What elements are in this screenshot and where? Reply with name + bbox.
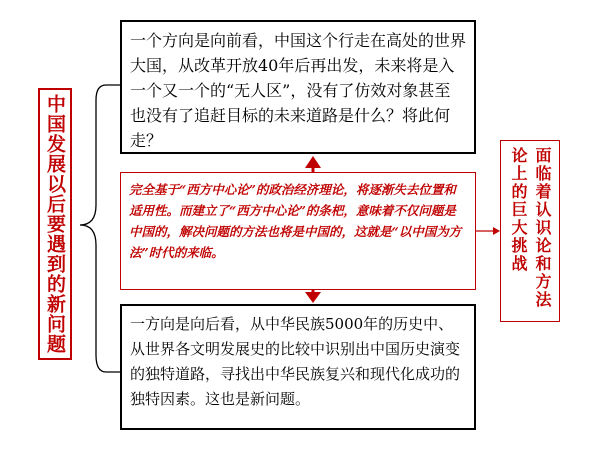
- western-centrism-text: 完全基于“西方中心论”的政治经济理论，将逐渐失去位置和适用性。而建立了“西方中心论”的条杷，意味着不仅问题是中国的，解决问题的方法也将是中国的，这就是“以中国为方法”时代的来临。: [129, 182, 462, 260]
- right-arrow-head: [493, 227, 500, 235]
- backward-looking-box: [120, 304, 476, 430]
- forward-looking-box: [120, 20, 476, 154]
- forward-looking-text: 一个方向是向前看，中国这个行走在高处的世界大国，从改革开放40年后再出发，未来将是入一个又一个的“无人区”，没有了仿效对象甚至也没有了追赶目标的未来道路是什么？将此何走？: [130, 31, 467, 150]
- down-arrow: [305, 292, 321, 303]
- left-brace: [80, 85, 120, 372]
- challenge-text: 面临着认识论和方法论上的巨大挑战: [509, 147, 552, 309]
- backward-looking-text: 一方向是向后看，从中华民族5000年的历史中、从世界各文明发展史的比较中识别出中国历史演变的独特道路，寻找出中华民族复兴和现代化成功的独特因素。这也是新问题。: [130, 315, 461, 408]
- western-centrism-box: [120, 172, 476, 290]
- challenge-box: [500, 140, 560, 322]
- left-title-text: 中国发展以后要遇到的新问题: [44, 94, 66, 354]
